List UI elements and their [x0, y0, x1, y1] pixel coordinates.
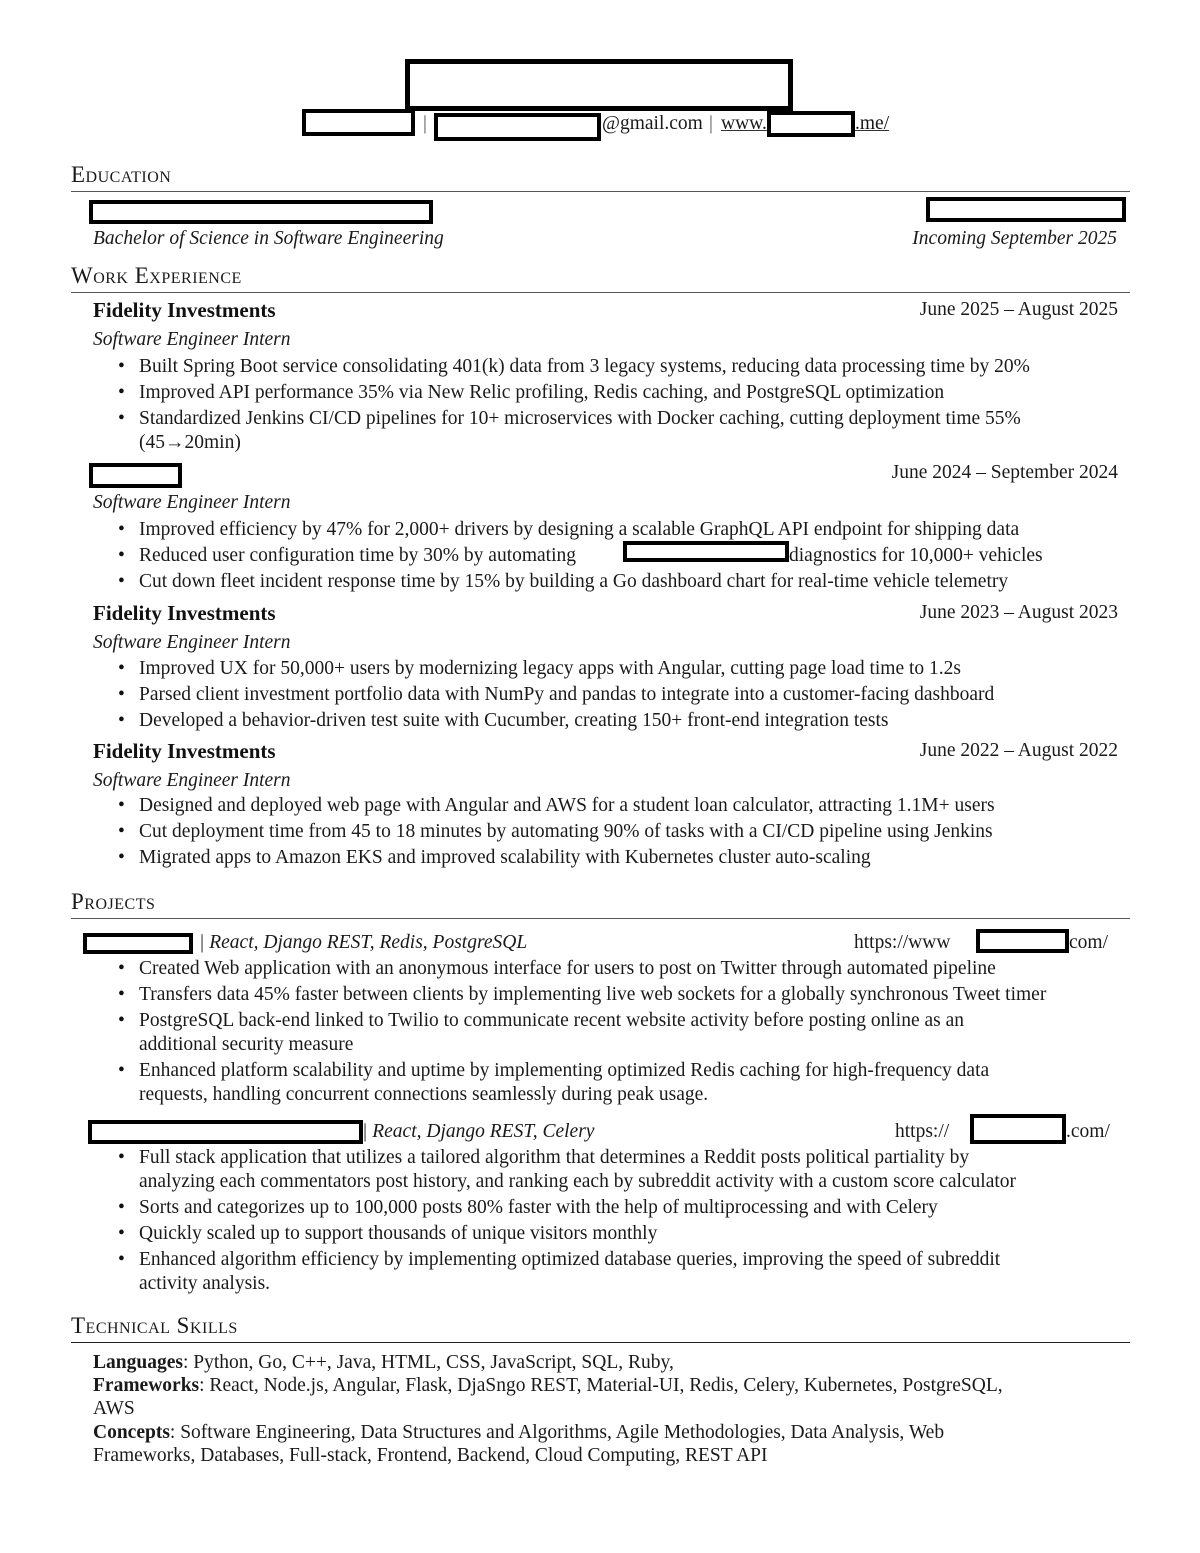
section-title-education: Education [71, 162, 172, 187]
bullet-icon: • [118, 1223, 125, 1244]
bullet-icon: • [118, 795, 125, 816]
project-bullet: Full stack application that utilizes a tailored algorithm that determines a Reddit posts political partiality by [139, 1147, 970, 1168]
project-url-prefix[interactable]: https:// [895, 1121, 950, 1142]
name-redaction [405, 59, 793, 111]
job-bullet: Designed and deployed web page with Angular and AWS for a student loan calculator, attracting 1.1M+ users [139, 795, 995, 816]
company-redaction [89, 463, 182, 488]
bullet-icon: • [118, 1010, 125, 1031]
project-url-suffix[interactable]: .com/ [1066, 1121, 1110, 1142]
email-suffix[interactable]: @gmail.com [602, 113, 703, 134]
job-company: Fidelity Investments [93, 739, 276, 763]
bullet-icon: • [118, 958, 125, 979]
section-title-work: Work Experience [71, 263, 242, 288]
bullet-icon: • [118, 1249, 125, 1270]
job-bullet: Cut deployment time from 45 to 18 minutes by automating 90% of tasks with a CI/CD pipeline using Jenkins [139, 821, 993, 842]
bullet-icon: • [118, 710, 125, 731]
section-title-projects: Projects [71, 889, 156, 914]
job-bullet: Cut down fleet incident response time by 15% by building a Go dashboard chart for real-time vehicle telemetry [139, 571, 1009, 592]
skills-frameworks-value: : React, Node.js, Angular, Flask, DjaSngo REST, Material-UI, Redis, Celery, Kubernetes, PostgreSQL, [199, 1375, 1003, 1396]
product-redaction [623, 541, 789, 562]
project-bullet-continuation: analyzing each commentators post history, and ranking each by subreddit activity with a custom score calculator [139, 1171, 1017, 1192]
project-bullet: Enhanced platform scalability and uptime by implementing optimized Redis caching for high-frequency data [139, 1060, 990, 1081]
project-url-redaction [970, 1114, 1066, 1144]
job-dates: June 2024 – September 2024 [891, 462, 1118, 483]
job-bullet-continuation: (45→20min) [139, 432, 241, 453]
bullet-icon: • [118, 382, 125, 403]
email-user-redaction [434, 113, 601, 141]
education-date: Incoming September 2025 [912, 228, 1117, 249]
bullet-icon: • [118, 658, 125, 679]
job-company: Fidelity Investments [93, 601, 276, 625]
section-rule [71, 191, 1130, 192]
section-rule [71, 1342, 1130, 1343]
bullet-icon: • [118, 1147, 125, 1168]
job-role: Software Engineer Intern [93, 770, 291, 791]
job-bullet: Developed a behavior-driven test suite with Cucumber, creating 150+ front-end integration tests [139, 710, 889, 731]
bullet-icon: • [118, 1197, 125, 1218]
bullet-icon: • [118, 356, 125, 377]
project-bullet: Sorts and categorizes up to 100,000 posts 80% faster with the help of multiprocessing and with Celery [139, 1197, 938, 1218]
website-redaction [767, 111, 855, 137]
bullet-icon: • [118, 684, 125, 705]
skills-languages-value: : Python, Go, C++, Java, HTML, CSS, JavaScript, SQL, Ruby, [182, 1352, 674, 1373]
job-role: Software Engineer Intern [93, 329, 291, 350]
job-dates: June 2025 – August 2025 [919, 299, 1118, 320]
job-role: Software Engineer Intern [93, 492, 291, 513]
job-bullet: Migrated apps to Amazon EKS and improved scalability with Kubernetes cluster auto-scaling [139, 847, 871, 868]
project-bullet: PostgreSQL back-end linked to Twilio to communicate recent website activity before posting online as an [139, 1010, 965, 1031]
job-dates: June 2022 – August 2022 [919, 740, 1118, 761]
project-name-redaction [83, 933, 193, 954]
skills-frameworks-continuation: AWS [93, 1398, 135, 1419]
bullet-icon: • [118, 821, 125, 842]
skills-frameworks-label: Frameworks [93, 1375, 200, 1396]
job-role: Software Engineer Intern [93, 632, 291, 653]
skills-languages-label: Languages [93, 1352, 183, 1373]
skills-frameworks [93, 1373, 1003, 1399]
job-bullet: Improved efficiency by 47% for 2,000+ drivers by designing a scalable GraphQL API endpoint for shipping data [139, 519, 1020, 540]
website-link-prefix[interactable]: www. [721, 113, 767, 134]
section-rule [71, 292, 1130, 293]
phone-redaction [302, 109, 415, 136]
project-bullet: Quickly scaled up to support thousands of unique visitors monthly [139, 1223, 658, 1244]
job-bullet-cont: diagnostics for 10,000+ vehicles [789, 545, 1043, 566]
job-bullet: Improved API performance 35% via New Relic profiling, Redis caching, and PostgreSQL optimization [139, 382, 945, 403]
project-bullet: Enhanced algorithm efficiency by implementing optimized database queries, improving the speed of subreddit [139, 1249, 1001, 1270]
job-bullet: Parsed client investment portfolio data with NumPy and pandas to integrate into a customer-facing dashboard [139, 684, 995, 705]
degree: Bachelor of Science in Software Engineering [93, 228, 444, 249]
job-bullet: Improved UX for 50,000+ users by modernizing legacy apps with Angular, cutting page load time to 1.2s [139, 658, 962, 679]
job-bullet: Built Spring Boot service consolidating 401(k) data from 3 legacy systems, reducing data processing time by 20% [139, 356, 1030, 377]
bullet-icon: • [118, 847, 125, 868]
project-url-redaction [976, 929, 1069, 953]
project-bullet: Created Web application with an anonymous interface for users to post on Twitter through automated pipeline [139, 958, 996, 979]
job-company: Fidelity Investments [93, 298, 276, 322]
bullet-icon: • [118, 571, 125, 592]
website-link-suffix[interactable]: .me/ [855, 113, 890, 134]
job-bullet: Standardized Jenkins CI/CD pipelines for 10+ microservices with Docker caching, cutting deployment time 55% [139, 408, 1021, 429]
bullet-icon: • [118, 408, 125, 429]
project-tech: | React, Django REST, Celery [362, 1121, 595, 1142]
project-bullet-continuation: additional security measure [139, 1034, 354, 1055]
skills-concepts-value: : Software Engineering, Data Structures and Algorithms, Agile Methodologies, Data Analysis, Web [169, 1422, 945, 1443]
project-url-prefix[interactable]: https://www [854, 932, 951, 953]
project-bullet-continuation: activity analysis. [139, 1273, 271, 1294]
project-url-suffix[interactable]: com/ [1069, 932, 1108, 953]
project-name-redaction [88, 1120, 363, 1144]
bullet-icon: • [118, 519, 125, 540]
contact-separator-2: | [709, 113, 713, 134]
skills-concepts-continuation: Frameworks, Databases, Full-stack, Frontend, Backend, Cloud Computing, REST API [93, 1445, 768, 1466]
skills-concepts-label: Concepts [93, 1422, 170, 1443]
project-bullet: Transfers data 45% faster between clients by implementing live web sockets for a globally synchronous Tweet timer [139, 984, 1047, 1005]
job-dates: June 2023 – August 2023 [919, 602, 1118, 623]
section-title-skills: Technical Skills [71, 1313, 238, 1338]
bullet-icon: • [118, 984, 125, 1005]
project-bullet-continuation: requests, handling concurrent connections seamlessly during peak usage. [139, 1084, 709, 1105]
school-redaction [89, 200, 433, 224]
section-rule [71, 918, 1130, 919]
project-tech: | React, Django REST, Redis, PostgreSQL [199, 932, 528, 953]
bullet-icon: • [118, 545, 125, 566]
contact-separator: | [423, 113, 427, 134]
bullet-icon: • [118, 1060, 125, 1081]
location-redaction [926, 197, 1126, 222]
job-bullet: Reduced user configuration time by 30% by automating [139, 545, 577, 566]
